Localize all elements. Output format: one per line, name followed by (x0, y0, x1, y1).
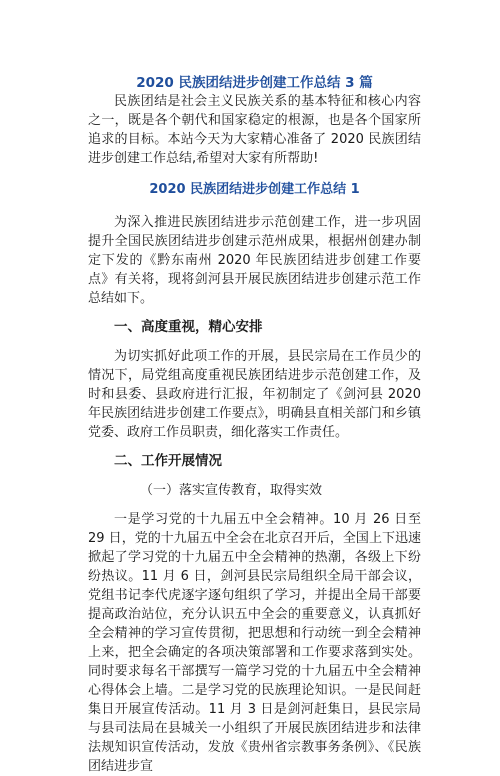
subsection-heading-1: （一）落实宣传教育，取得实效 (140, 483, 323, 498)
spacer (88, 199, 421, 213)
section-heading-2: 二、工作开展情况 (114, 453, 222, 469)
intro-paragraph: 民族团结是社会主义民族关系的基本特征和核心内容之一，既是各个朝代和国家稳定的根源，也是各个国家所追求的目标。本站今天为大家精心准备了 2020 民族团结进步创建工作总结,希望对大家有所帮助! (88, 94, 421, 166)
spacer (88, 500, 421, 510)
spacer (88, 442, 421, 452)
article-title: 2020 民族团结进步创建工作总结 1 (149, 182, 360, 197)
paragraph-2: 为切实抓好此项工作的开展，县民宗局在工作员少的情况下，局党组高度重视民族团结进步示范创建工作，及时和县委、县政府进行汇报，年初制定了《剑河县 2020 年民族团结进步创建工作要点》，明确县直相关部门和乡镇党委、政府工作员职责，细化落实工作责任。 (88, 349, 421, 440)
paragraph-3: 一是学习党的十九届五中全会精神。10 月 26 日至 29 日，党的十九届五中全会在北京召开后，全国上下迅速掀起了学习党的十九届五中全会精神的热潮，各级上下纷纷热议。11 月 6 日，剑河县民宗局组织全局干部会议，党组书记李代虎逐字逐句组织了学习，并提出全局干部要提高政治站位，充分认识五中全会的重要意义，认真抓好全会精神的学习宣传贯彻，把思想和行动统一到全会精神上来，把全会确定的各项决策部署和工作要求落到实处。同时要求每名干部撰写一篇学习党的十九届五中全会精神心得体会上墙。二是学习党的民族理论知识。一是民间赶集日开展宣传活动。11 月 3 日是剑河赶集日，县民宗局与县司法局在县城关一小组织了开展民族团结进步和法律法规知识宣传活动，发放《贵州省宗教事务条例》、《民族团结进步宣 (88, 512, 421, 774)
document-title: 2020 民族团结进步创建工作总结 3 篇 (136, 75, 373, 91)
spacer (88, 471, 421, 481)
spacer (88, 337, 421, 347)
document-page (88, 74, 421, 776)
spacer (88, 308, 421, 318)
paragraph-1: 为深入推进民族团结进步示范创建工作，进一步巩固提升全国民族团结进步创建示范州成果，根据州创建办制定下发的《黔东南州 2020 年民族团结进步创建工作要点》有关将，现将剑河县开展民族团结进步创建示范工作总结如下。 (88, 215, 421, 306)
section-heading-1: 一、高度重视，精心安排 (114, 319, 263, 335)
